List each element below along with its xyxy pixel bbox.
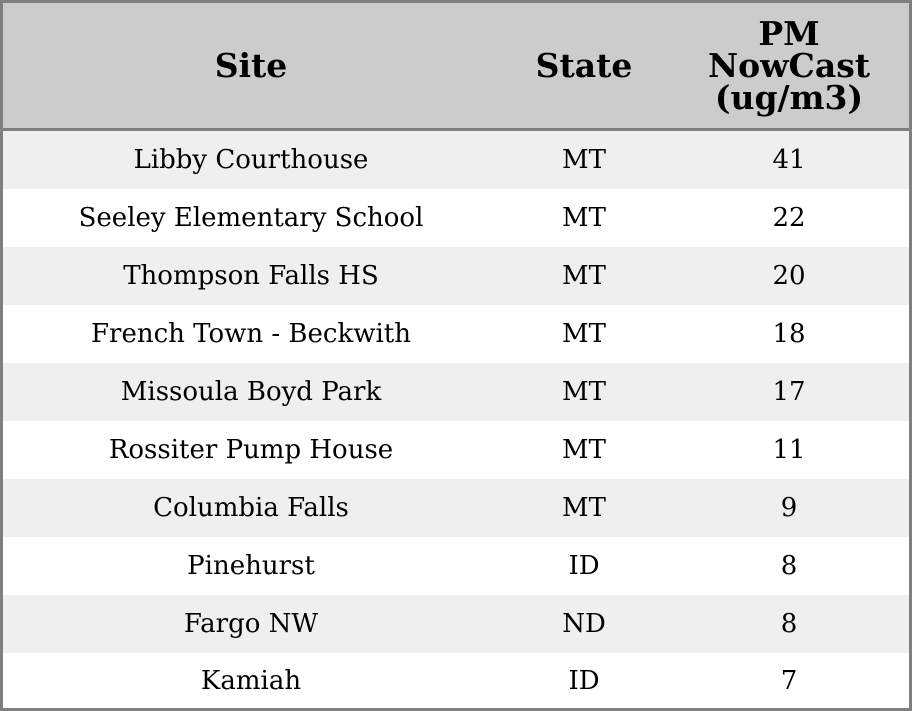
- cell-site: Kamiah: [3, 653, 499, 708]
- column-header-pm-line-1: PM: [758, 13, 820, 53]
- cell-state: MT: [499, 247, 669, 305]
- table-row: [3, 479, 909, 537]
- cell-state: MT: [499, 479, 669, 537]
- cell-state: MT: [499, 421, 669, 479]
- cell-site: Thompson Falls HS: [3, 247, 499, 305]
- table-body: [3, 130, 909, 709]
- column-header-pm-line-2: NowCast: [707, 45, 871, 85]
- table-row: [3, 421, 909, 479]
- header-row: [3, 3, 909, 130]
- cell-site: Pinehurst: [3, 537, 499, 595]
- cell-pm-nowcast: 9: [669, 479, 909, 537]
- cell-site: Columbia Falls: [3, 479, 499, 537]
- table-row: [3, 130, 909, 190]
- column-header-pm-line-3: (ug/m3): [714, 77, 864, 117]
- cell-pm-nowcast: 17: [669, 363, 909, 421]
- cell-state: MT: [499, 189, 669, 247]
- cell-pm-nowcast: 22: [669, 189, 909, 247]
- cell-site: Libby Courthouse: [3, 130, 499, 190]
- cell-site: Seeley Elementary School: [3, 189, 499, 247]
- table-row: [3, 363, 909, 421]
- cell-pm-nowcast: 8: [669, 595, 909, 653]
- cell-site: French Town - Beckwith: [3, 305, 499, 363]
- table-row: [3, 247, 909, 305]
- cell-pm-nowcast: 20: [669, 247, 909, 305]
- cell-site: Missoula Boyd Park: [3, 363, 499, 421]
- table-row: [3, 537, 909, 595]
- table-row: [3, 595, 909, 653]
- cell-pm-nowcast: 11: [669, 421, 909, 479]
- cell-pm-nowcast: 7: [669, 653, 909, 708]
- table-header: [3, 3, 909, 130]
- cell-state: ID: [499, 653, 669, 708]
- cell-site: Fargo NW: [3, 595, 499, 653]
- cell-state: ID: [499, 537, 669, 595]
- pm-nowcast-table: [3, 3, 909, 708]
- cell-state: ND: [499, 595, 669, 653]
- table-row: [3, 189, 909, 247]
- column-header-site: Site: [3, 3, 499, 130]
- column-header-state: State: [499, 3, 669, 130]
- table-row: [3, 305, 909, 363]
- cell-pm-nowcast: 8: [669, 537, 909, 595]
- column-header-pm-nowcast: [669, 3, 909, 130]
- cell-site: Rossiter Pump House: [3, 421, 499, 479]
- cell-pm-nowcast: 41: [669, 130, 909, 190]
- table-row: [3, 653, 909, 708]
- cell-state: MT: [499, 130, 669, 190]
- cell-state: MT: [499, 305, 669, 363]
- cell-state: MT: [499, 363, 669, 421]
- cell-pm-nowcast: 18: [669, 305, 909, 363]
